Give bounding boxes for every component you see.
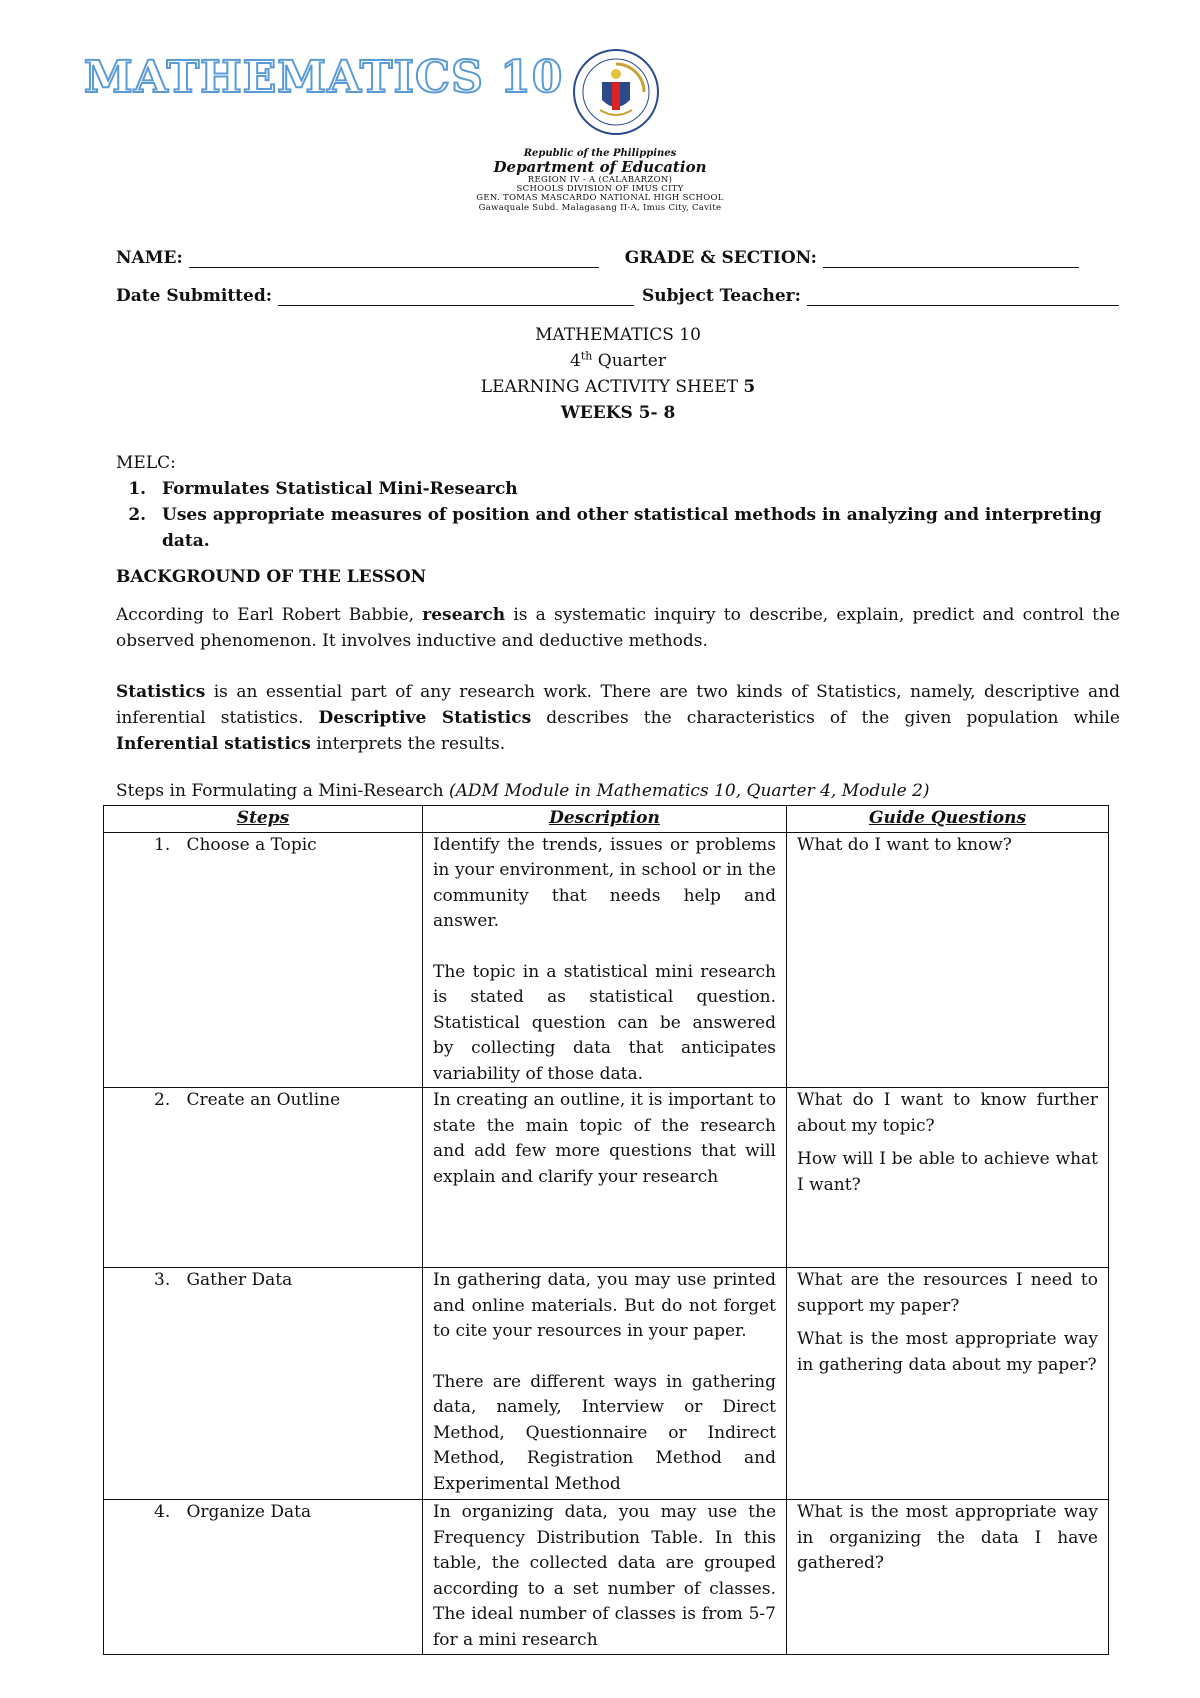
division-line: SCHOOLS DIVISION OF IMUS CITY	[516, 183, 684, 194]
description-text: Identify the trends, issues or problems in your environment, in school or in the community that needs help and answer.	[433, 834, 776, 931]
statistics-term: Statistics	[116, 682, 206, 702]
step-number: 1.	[154, 834, 171, 855]
step-cell	[104, 1268, 423, 1500]
guide-text: What do I want to know?	[797, 834, 1012, 855]
grade-section-label: GRADE & SECTION:	[624, 248, 817, 268]
guide-cell	[787, 1088, 1109, 1268]
melc-label: MELC:	[116, 453, 176, 473]
header-steps: Steps	[104, 806, 423, 833]
republic-line: Republic of the Philippines	[523, 148, 677, 159]
table-row	[104, 1088, 1109, 1268]
sheet-number: 5	[743, 377, 756, 397]
step-name: Create an Outline	[186, 1090, 341, 1110]
research-term: research	[422, 605, 506, 625]
step-number: 4.	[154, 1502, 171, 1522]
step-name: Organize Data	[186, 1502, 312, 1522]
guide-text: What is the most appropriate way in organizing the data I have gathered?	[797, 1502, 1098, 1573]
descriptive-term: Descriptive Statistics	[318, 708, 532, 728]
quarter-suffix: th	[580, 349, 593, 363]
inferential-term: Inferential statistics	[116, 734, 311, 754]
name-label: NAME:	[116, 248, 183, 268]
date-submitted-label: Date Submitted:	[116, 286, 272, 306]
agency-header	[0, 148, 1200, 213]
description-cell	[423, 1500, 787, 1655]
table-header-row	[104, 806, 1109, 833]
description-cell	[423, 1088, 787, 1268]
subject-teacher-label: Subject Teacher:	[642, 286, 801, 306]
department-line: Department of Education	[493, 158, 707, 176]
step-name: Gather Data	[186, 1270, 293, 1290]
statistics-paragraph	[116, 679, 1120, 757]
text-run: interprets the results.	[310, 734, 506, 754]
research-paragraph	[116, 602, 1120, 654]
melc-section	[116, 450, 1126, 554]
step-cell	[104, 1500, 423, 1655]
step-cell	[104, 832, 423, 1088]
text-run: describes the characteristics of the given population while	[531, 708, 1120, 728]
description-text: The topic in a statistical mini research is stated as statistical question. Statistical question can be answered by collecting data that anticipates variability of those data.	[433, 961, 776, 1084]
guide-cell	[787, 832, 1109, 1088]
grade-section-blank[interactable]	[823, 249, 1079, 268]
table-caption	[116, 781, 930, 801]
guide-cell	[787, 1268, 1109, 1500]
step-name: Choose a Topic	[186, 834, 317, 855]
quarter-word: Quarter	[592, 351, 666, 371]
header-guide-questions: Guide Questions	[787, 806, 1109, 833]
subject-title: MATHEMATICS 10	[535, 325, 701, 345]
date-submitted-blank[interactable]	[278, 287, 634, 306]
date-teacher-row	[116, 286, 1120, 306]
deped-seal-logo	[572, 48, 660, 136]
address-line: Gawaquale Subd. Malagasang II-A, Imus City, Cavite	[478, 202, 722, 213]
text-run: According to Earl Robert Babbie,	[116, 605, 423, 625]
text-run: is an essential part of any research work. There are two kinds of Statistics, namely, descriptive and inferential statistics.	[116, 682, 1120, 728]
region-line: REGION IV - A (CALABARZON)	[527, 174, 673, 185]
melc-list	[116, 476, 1126, 554]
sheet-label: LEARNING ACTIVITY SHEET	[480, 377, 744, 397]
school-line: GEN. TOMAS MASCARDO NATIONAL HIGH SCHOOL	[476, 193, 724, 204]
description-cell	[423, 1268, 787, 1500]
guide-cell	[787, 1500, 1109, 1655]
caption-text: Steps in Formulating a Mini-Research	[116, 781, 450, 801]
text-run: is a systematic inquiry to describe, explain, predict and control the observed phenomenon. It involves inductive and deductive methods.	[116, 605, 1120, 651]
melc-item: 2. Uses appropriate measures of position and other statistical methods in analyzing and interpreting data.	[152, 502, 1126, 554]
melc-item: 1. Formulates Statistical Mini-Research	[152, 476, 1126, 502]
header-description: Description	[423, 806, 787, 833]
step-cell	[104, 1088, 423, 1268]
guide-text: What are the resources I need to support my paper?	[797, 1270, 1098, 1316]
description-text: There are different ways in gathering data, namely, Interview or Direct Method, Questionnaire or Indirect Method, Registration Method and Experimental Method	[433, 1371, 776, 1494]
quarter-line	[0, 348, 1200, 374]
guide-text: How will I be able to achieve what I want?	[797, 1149, 1098, 1195]
weeks-line: WEEKS 5- 8	[560, 403, 676, 423]
subject-teacher-blank[interactable]	[807, 287, 1119, 306]
guide-text: What do I want to know further about my topic?	[797, 1090, 1098, 1136]
step-number: 2.	[154, 1090, 171, 1110]
description-cell	[423, 832, 787, 1088]
name-grade-row	[116, 248, 1120, 268]
table-row	[104, 832, 1109, 1088]
guide-text: What is the most appropriate way in gathering data about my paper?	[797, 1329, 1098, 1375]
caption-source: (ADM Module in Mathematics 10, Quarter 4, Module 2)	[449, 781, 930, 801]
description-text: In gathering data, you may use printed and online materials. But do not forget to cite your resources in your paper.	[433, 1270, 776, 1341]
title-block	[0, 322, 1200, 426]
banner-title: MATHEMATICS 10	[84, 52, 564, 103]
quarter-number: 4	[570, 351, 581, 371]
background-heading: BACKGROUND OF THE LESSON	[116, 567, 427, 587]
description-text: In creating an outline, it is important to state the main topic of the research and add few more questions that will explain and clarify your research	[433, 1090, 776, 1187]
steps-table	[103, 805, 1109, 1655]
description-text: In organizing data, you may use the Frequency Distribution Table. In this table, the collected data are grouped according to a set number of classes. The ideal number of classes is from 5-7 for a mini research	[433, 1502, 776, 1650]
table-row	[104, 1268, 1109, 1500]
table-row	[104, 1500, 1109, 1655]
sheet-line	[0, 374, 1200, 400]
name-blank[interactable]	[189, 249, 599, 268]
step-number: 3.	[154, 1270, 171, 1290]
